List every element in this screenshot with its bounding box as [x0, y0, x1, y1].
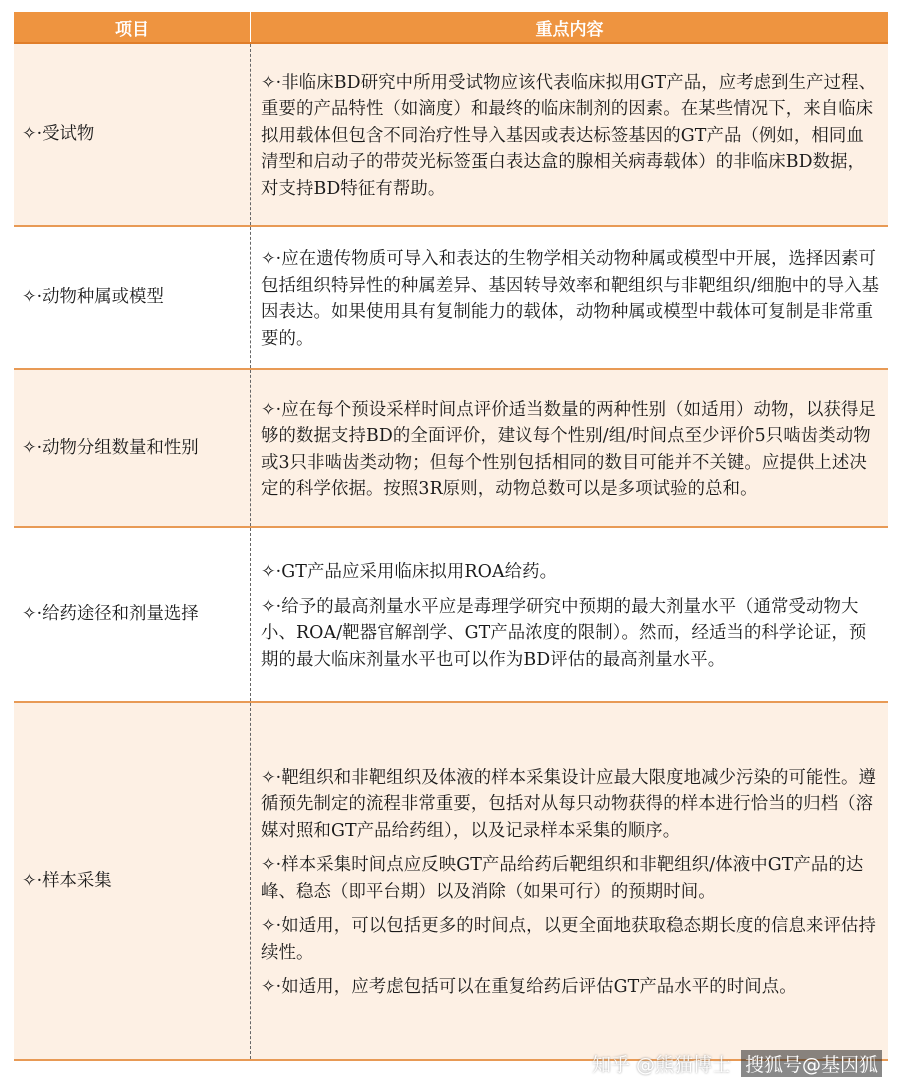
table-header: [14, 12, 888, 43]
row-content: [251, 226, 889, 369]
content-paragraph: ✧·给予的最高剂量水平应是毒理学研究中预期的最大剂量水平（通常受动物大小、ROA/靶器官解剖学、GT产品浓度的限制）。然而，经适当的科学论证，预期的最大临床剂量水平也可以作为BD评估的最高剂量水平。: [261, 596, 867, 670]
row-item-label: ✧·样本采集: [14, 702, 251, 1060]
content-paragraph: ✧·应在每个预设采样时间点评价适当数量的两种性别（如适用）动物，以获得足够的数据支持BD的全面评价，建议每个性别/组/时间点至少评价5只啮齿类动物或3只非啮齿类动物；但每个性别包括相同的数目可能并不关键。应提供上述决定的科学依据。按照3R原则，动物总数可以是多项试验的总和。: [261, 399, 876, 499]
watermark: [592, 1048, 882, 1078]
table-row: [14, 226, 888, 369]
requirements-table: [14, 12, 888, 1061]
table-row: [14, 369, 888, 527]
content-paragraph: ✧·GT产品应采用临床拟用ROA给药。: [261, 562, 558, 582]
content-paragraph: ✧·非临床BD研究中所用受试物应该代表临床拟用GT产品，应考虑到生产过程、重要的产品特性（如滴度）和最终的临床制剂的因素。在某些情况下，来自临床拟用载体但包含不同治疗性导入基因或表达标签基因的GT产品（例如，相同血清型和启动子的带荧光标签蛋白表达盒的腺相关病毒载体）的非临床BD数据，对支持BD特征有帮助。: [261, 72, 877, 199]
sohu-watermark: 搜狐号@基因狐: [741, 1050, 882, 1077]
content-paragraph: ✧·应在遗传物质可导入和表达的生物学相关动物种属或模型中开展，选择因素可包括组织特异性的种属差异、基因转导效率和靶组织与非靶组织/细胞中的导入基因表达。如果使用具有复制能力的载体，动物种属或模型中载体可复制是非常重要的。: [261, 249, 880, 349]
table-row: [14, 43, 888, 226]
table-row: [14, 527, 888, 702]
content-paragraph: ✧·样本采集时间点应反映GT产品给药后靶组织和非靶组织/体液中GT产品的达峰、稳态（即平台期）以及消除（如果可行）的预期时间。: [261, 855, 864, 902]
row-item-label: ✧·动物分组数量和性别: [14, 369, 251, 527]
content-paragraph: ✧·如适用，可以包括更多的时间点，以更全面地获取稳态期长度的信息来评估持续性。: [261, 916, 876, 963]
row-content: [251, 43, 889, 226]
row-content: [251, 527, 889, 702]
row-content: [251, 369, 889, 527]
content-paragraph: ✧·如适用，应考虑包括可以在重复给药后评估GT产品水平的时间点。: [261, 977, 797, 997]
row-item-label: ✧·受试物: [14, 43, 251, 226]
header-content: 重点内容: [251, 12, 889, 43]
row-item-label: ✧·动物种属或模型: [14, 226, 251, 369]
header-item: 项目: [14, 12, 251, 43]
content-paragraph: ✧·靶组织和非靶组织及体液的样本采集设计应最大限度地减少污染的可能性。遵循预先制定的流程非常重要，包括对从每只动物获得的样本进行恰当的归档（溶媒对照和GT产品给药组），以及记录样本采集的顺序。: [261, 767, 876, 841]
row-content: [251, 702, 889, 1060]
table-row: [14, 702, 888, 1060]
zhihu-watermark: 知乎 @熊猫博士: [591, 1053, 731, 1076]
row-item-label: ✧·给药途径和剂量选择: [14, 527, 251, 702]
